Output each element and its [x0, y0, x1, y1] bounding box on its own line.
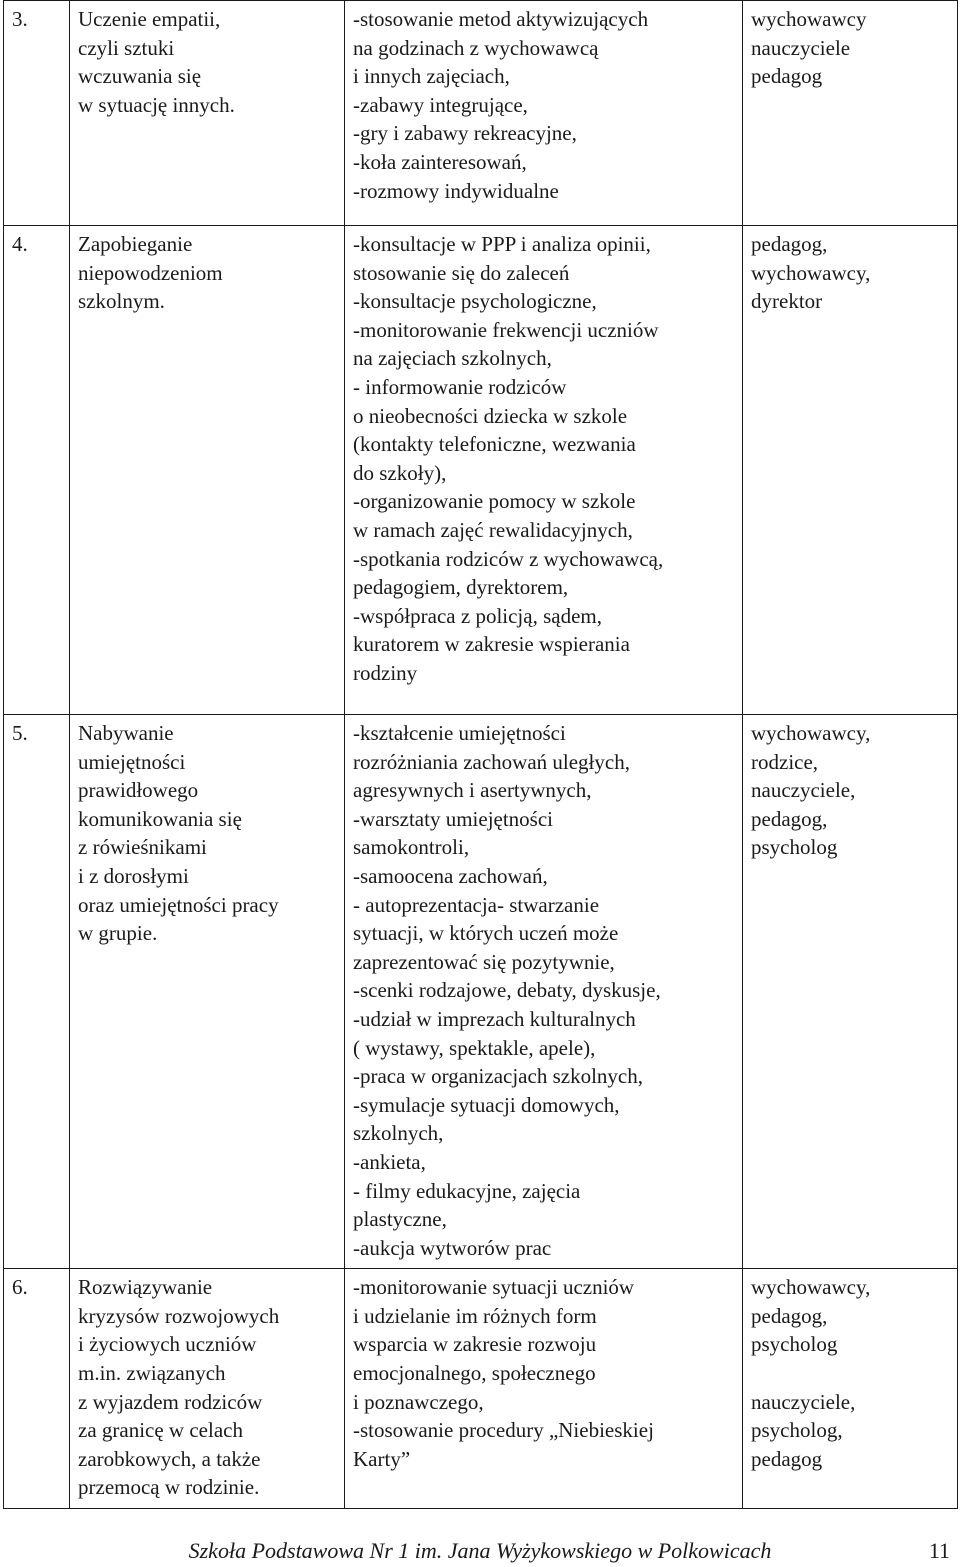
text-line: nauczyciele,: [751, 1389, 856, 1414]
text-line: umiejętności: [78, 749, 186, 774]
footer-school-name: Szkoła Podstawowa Nr 1 im. Jana Wyżykowskiego w Polkowicach: [188, 1538, 772, 1563]
text-line: rodziny: [353, 660, 418, 685]
text-line: zaprezentować się pozytywnie,: [353, 949, 615, 974]
forms-cell: [345, 715, 743, 1269]
text-line: wychowawcy: [751, 7, 867, 31]
row-number: 6.: [4, 1269, 70, 1509]
text-line: -rozmowy indywidualne: [353, 178, 559, 203]
text-line: Zapobieganie: [78, 232, 193, 256]
text-line: wychowawcy,: [751, 721, 871, 745]
text-line: -monitorowanie frekwencji uczniów: [353, 317, 659, 342]
table-row: [4, 1, 958, 226]
text-line: plastyczne,: [353, 1207, 447, 1232]
text-line: komunikowania się: [78, 806, 242, 831]
text-line: emocjonalnego, społecznego: [353, 1361, 596, 1386]
text-line: -konsultacje psychologiczne,: [353, 289, 597, 314]
text-line: -organizowanie pomocy w szkole: [353, 489, 636, 514]
text-line: i życiowych uczniów: [78, 1332, 257, 1357]
text-line: prawidłowego: [78, 778, 199, 803]
text-line: i udzielanie im różnych form: [353, 1303, 597, 1328]
forms-cell: [345, 1269, 743, 1509]
text-line: dyrektor: [751, 289, 823, 314]
row-number: 4.: [4, 226, 70, 715]
text-line: i poznawczego,: [353, 1389, 484, 1414]
text-line: rodzice,: [751, 749, 819, 774]
text-line: z wyjazdem rodziców: [78, 1389, 263, 1414]
text-line: rozróżniania zachowań uległych,: [353, 749, 630, 774]
row-number: 5.: [4, 715, 70, 1269]
program-table: [3, 0, 958, 1509]
task-cell: [70, 1269, 345, 1509]
text-line: -ankieta,: [353, 1149, 426, 1174]
text-line: pedagog,: [751, 232, 828, 256]
text-line: -gry i zabawy rekreacyjne,: [353, 121, 577, 146]
text-line: w sytuację innych.: [78, 92, 235, 117]
table-row: [4, 226, 958, 715]
text-line: ( wystawy, spektakle, apele),: [353, 1035, 596, 1060]
text-line: -spotkania rodziców z wychowawcą,: [353, 546, 664, 571]
responsible-cell: [743, 715, 958, 1269]
text-line: wychowawcy,: [751, 260, 871, 285]
text-line: Karty”: [353, 1446, 411, 1471]
text-line: czyli sztuki: [78, 35, 175, 60]
text-line: -scenki rodzajowe, debaty, dyskusje,: [353, 978, 661, 1003]
text-line: pedagogiem, dyrektorem,: [353, 575, 569, 600]
text-line: wsparcia w zakresie rozwoju: [353, 1332, 597, 1357]
text-line: psycholog: [751, 835, 838, 860]
text-line: Nabywanie: [78, 721, 174, 745]
forms-cell: [345, 226, 743, 715]
text-line: -kształcenie umiejętności: [353, 721, 566, 745]
responsible-cell: [743, 1, 958, 226]
responsible-group: [751, 1388, 949, 1474]
text-line: przemocą w rodzinie.: [78, 1475, 260, 1500]
text-line: - filmy edukacyjne, zajęcia: [353, 1178, 581, 1203]
text-line: -konsultacje w PPP i analiza opinii,: [353, 232, 651, 256]
text-line: -monitorowanie sytuacji uczniów: [353, 1275, 635, 1300]
text-line: i innych zajęciach,: [353, 64, 510, 89]
text-line: wczuwania się: [78, 64, 202, 89]
text-line: -warsztaty umiejętności: [353, 806, 554, 831]
page-number: 11: [928, 1538, 950, 1563]
text-line: w grupie.: [78, 921, 158, 946]
text-line: nauczyciele: [751, 35, 851, 60]
text-line: - informowanie rodziców: [353, 374, 567, 399]
text-line: niepowodzeniom: [78, 260, 223, 285]
text-line: na godzinach z wychowawcą: [353, 35, 599, 60]
text-line: m.in. związanych: [78, 1361, 226, 1386]
text-line: Uczenie empatii,: [78, 7, 221, 31]
text-line: agresywnych i asertywnych,: [353, 778, 592, 803]
table-row: [4, 715, 958, 1269]
task-cell: [70, 226, 345, 715]
text-line: -stosowanie procedury „Niebieskiej: [353, 1418, 654, 1443]
text-line: nauczyciele,: [751, 778, 856, 803]
text-line: -koła zainteresowań,: [353, 149, 527, 174]
text-line: -stosowanie metod aktywizujących: [353, 7, 649, 31]
text-line: szkolnych,: [353, 1121, 444, 1146]
forms-cell: [345, 1, 743, 226]
text-line: -udział w imprezach kulturalnych: [353, 1006, 636, 1031]
table-row: [4, 1269, 958, 1509]
text-line: -samoocena zachowań,: [353, 863, 548, 888]
responsible-cell: [743, 1269, 958, 1509]
text-line: kuratorem w zakresie wspierania: [353, 632, 630, 657]
task-cell: [70, 715, 345, 1269]
text-line: pedagog: [751, 64, 823, 89]
text-line: -aukcja wytworów prac: [353, 1235, 552, 1260]
responsible-cell: [743, 226, 958, 715]
row-number: 3.: [4, 1, 70, 226]
text-line: w ramach zajęć rewalidacyjnych,: [353, 517, 633, 542]
text-line: Rozwiązywanie: [78, 1275, 213, 1300]
text-line: -współpraca z policją, sądem,: [353, 603, 602, 628]
text-line: pedagog,: [751, 806, 828, 831]
text-line: oraz umiejętności pracy: [78, 892, 279, 917]
task-cell: [70, 1, 345, 226]
text-line: sytuacji, w których uczeń może: [353, 921, 619, 946]
text-line: wychowawcy,: [751, 1275, 871, 1300]
page-footer: [0, 1536, 960, 1567]
text-line: samokontroli,: [353, 835, 470, 860]
text-line: stosowanie się do zaleceń: [353, 260, 570, 285]
text-line: do szkoły),: [353, 460, 447, 485]
text-line: szkolnym.: [78, 289, 165, 314]
text-line: za granicę w celach: [78, 1418, 243, 1443]
text-line: - autoprezentacja- stwarzanie: [353, 892, 600, 917]
text-line: -praca w organizacjach szkolnych,: [353, 1064, 643, 1089]
text-line: kryzysów rozwojowych: [78, 1303, 280, 1328]
text-line: pedagog,: [751, 1303, 828, 1328]
text-line: psycholog: [751, 1332, 838, 1357]
text-line: -zabawy integrujące,: [353, 92, 528, 117]
text-line: -symulacje sytuacji domowych,: [353, 1092, 620, 1117]
text-line: na zajęciach szkolnych,: [353, 346, 552, 371]
text-line: psycholog,: [751, 1418, 843, 1443]
text-line: zarobkowych, a także: [78, 1446, 261, 1471]
responsible-group: [751, 1273, 949, 1359]
text-line: (kontakty telefoniczne, wezwania: [353, 432, 636, 457]
text-line: pedagog: [751, 1446, 823, 1471]
text-line: i z dorosłymi: [78, 863, 189, 888]
text-line: z rówieśnikami: [78, 835, 207, 860]
text-line: o nieobecności dziecka w szkole: [353, 403, 628, 428]
